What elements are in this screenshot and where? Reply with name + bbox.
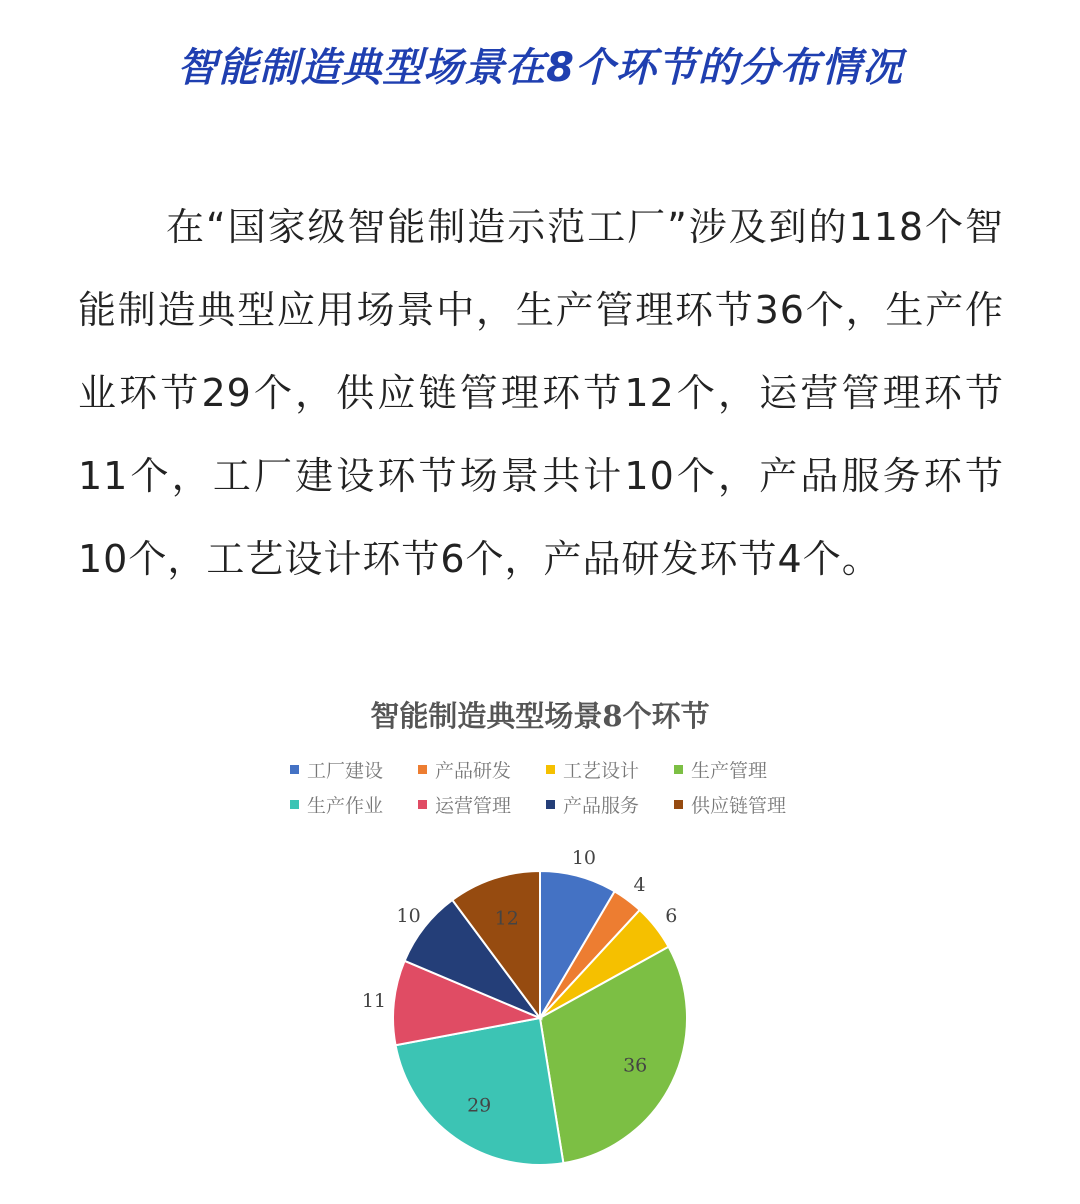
legend-swatch [290, 800, 299, 809]
legend-item [418, 756, 546, 783]
legend-item [674, 756, 804, 783]
slice-data-label: 36 [623, 1054, 648, 1077]
slice-data-label: 6 [665, 904, 678, 927]
page-heading: 智能制造典型场景在8个环节的分布情况 [177, 45, 903, 91]
chart-title: 智能制造典型场景8个环节 [370, 699, 710, 733]
legend-swatch [674, 765, 683, 774]
legend-label: 产品研发 [435, 760, 512, 782]
legend-item [290, 791, 418, 818]
legend-swatch [290, 765, 299, 774]
legend-label: 工厂建设 [307, 760, 384, 782]
legend-label: 产品服务 [563, 795, 640, 817]
legend-item [290, 756, 418, 783]
legend-swatch [674, 800, 683, 809]
slice-data-label: 29 [467, 1094, 492, 1117]
legend-item [674, 791, 804, 818]
slice-data-label: 10 [571, 846, 597, 869]
slice-data-label: 12 [494, 907, 519, 930]
legend-label: 运营管理 [435, 795, 512, 817]
legend-label: 供应链管理 [691, 795, 787, 817]
legend-swatch [418, 765, 427, 774]
slice-data-label: 11 [361, 990, 387, 1013]
legend-label: 生产作业 [307, 795, 384, 817]
legend-item [546, 756, 674, 783]
slice-data-label: 10 [396, 904, 421, 927]
pie-chart [0, 840, 1080, 1204]
chart-legend [290, 756, 810, 818]
legend-item [546, 791, 674, 818]
slice-data-label: 4 [633, 873, 646, 896]
intro-paragraph: 在“国家级智能制造示范工厂”涉及到的118个智能制造典型应用场景中，生产管理环节36个，生产作业环节29个，供应链管理环节12个，运营管理环节11个，工厂建设环节场景共计10个，产品服务环节10个，工艺设计环节6个，产品研发环节4个。 [78, 205, 1004, 581]
legend-label: 生产管理 [691, 760, 768, 782]
legend-swatch [546, 765, 555, 774]
legend-swatch [546, 800, 555, 809]
legend-item [418, 791, 546, 818]
legend-swatch [418, 800, 427, 809]
legend-label: 工艺设计 [563, 760, 640, 782]
